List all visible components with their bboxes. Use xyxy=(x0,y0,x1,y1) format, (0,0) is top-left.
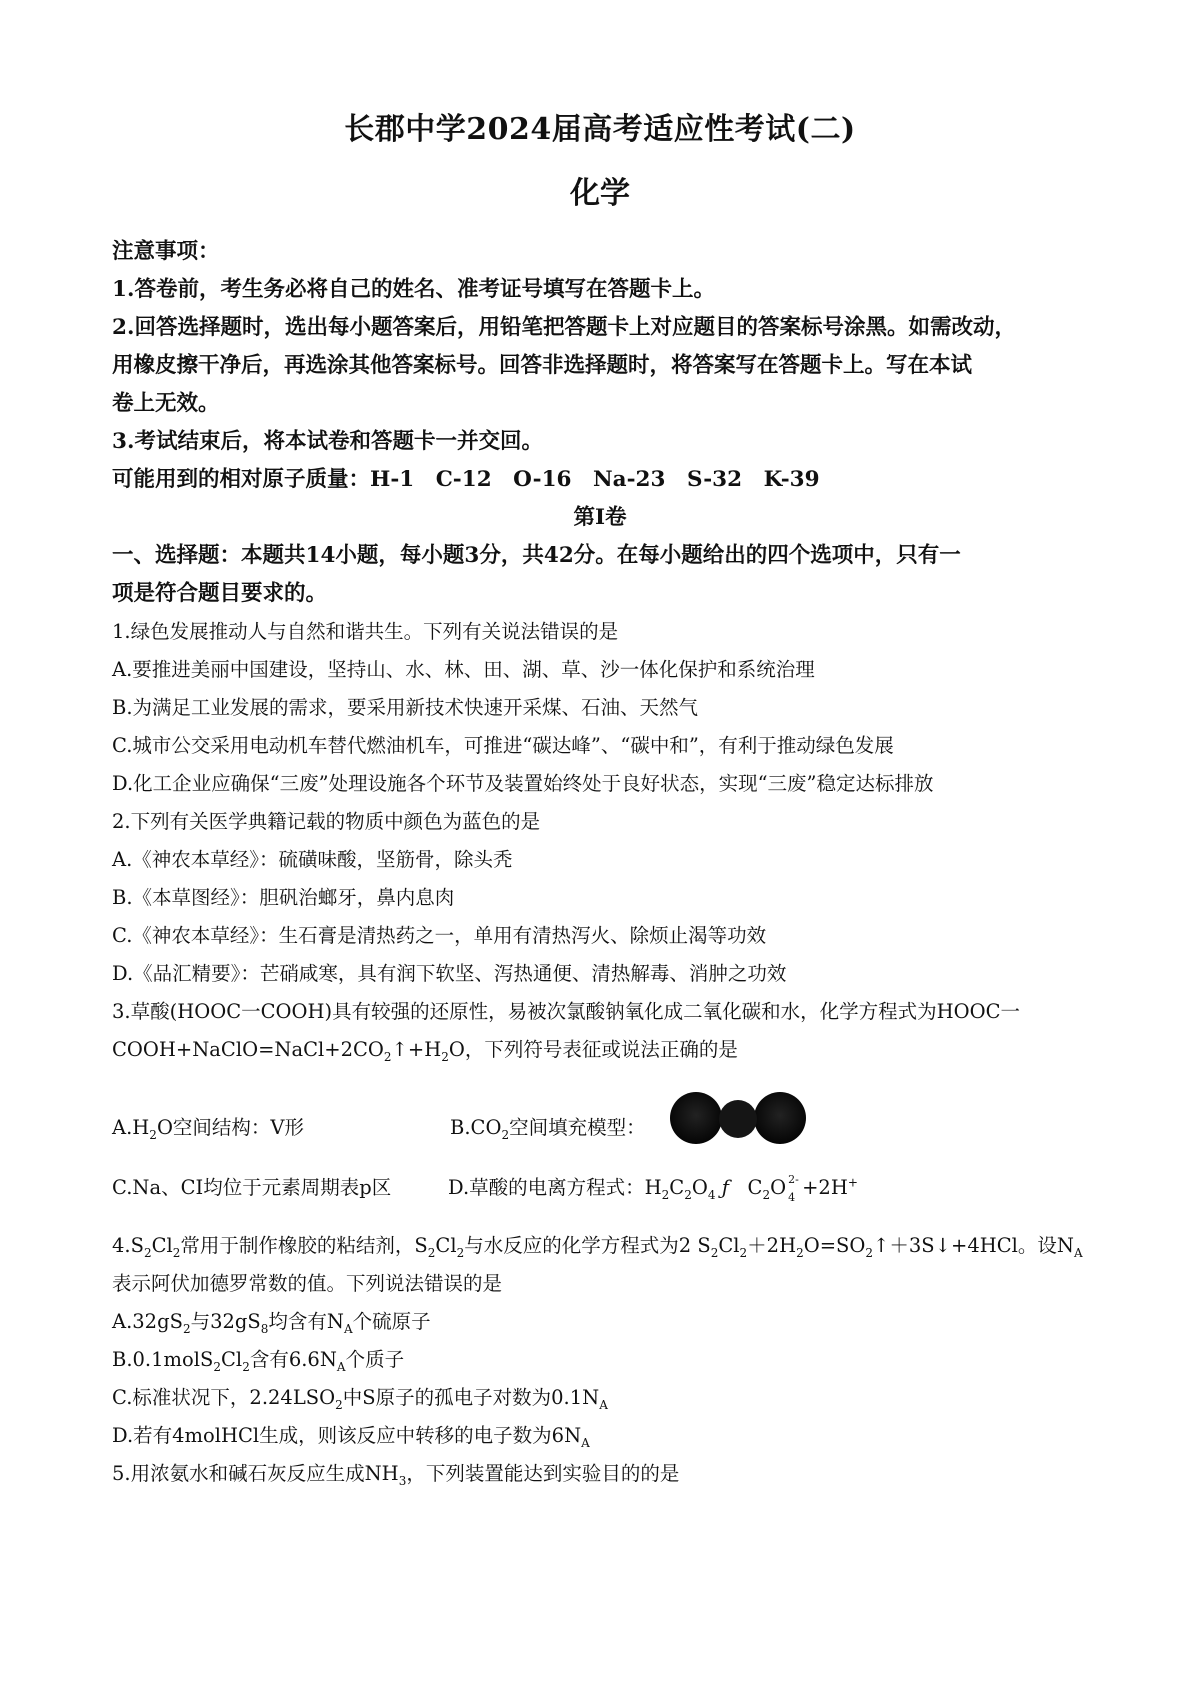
q4-option-c: C.标准状况下，$2.24LSO_2$中S原子的孤电子对数为$0.1N_A$ xyxy=(112,1386,608,1412)
q4-option-b: $B.0.1molS_2Cl_2$含有$6.6N_A$个质子 xyxy=(112,1348,405,1374)
notice-item-2-cont: 用橡皮擦干净后，再选涂其他答案标号。回答非选择题时，将答案写在答题卡上。写在本试 xyxy=(112,353,973,378)
q1-option-d: D.化工企业应确保“三废”处理设施各个环节及装置始终处于良好状态，实现“三废”稳定达标排放 xyxy=(112,772,934,795)
section-heading-cont: 项是符合题目要求的。 xyxy=(112,581,328,606)
q3-option-a: $A.H_2O$空间结构：V形 xyxy=(112,1116,305,1142)
oxygen-atom-left xyxy=(670,1092,722,1144)
co2-space-filling-model xyxy=(668,1088,808,1148)
q3-option-b: $B.CO_2$空间填充模型： xyxy=(450,1116,646,1142)
notice-item-2: 2.回答选择题时，选出每小题答案后，用铅笔把答题卡上对应题目的答案标号涂黑。如需改动， xyxy=(112,315,1016,340)
q4-stem: $4.S_2Cl_2$常用于制作橡胶的粘结剂，$S_2Cl_2$与水反应的化学方程式为2 $S_2Cl_2+2H_2O=SO_2↑+3S↓+4HCl$。设$N_A$ xyxy=(112,1234,1083,1260)
oxygen-atom-right xyxy=(754,1092,806,1144)
q1-option-c: C.城市公交采用电动机车替代燃油机车，可推进“碳达峰”、“碳中和”，有利于推动绿色发展 xyxy=(112,734,894,757)
q3-option-d: D.草酸的电离方程式：$H_2C_2O_4$ ƒ $C_2O$ 2- 4 +2H+ xyxy=(448,1173,858,1204)
q2-option-b: B.《本草图经》：胆矾治螂牙，鼻内息肉 xyxy=(112,886,455,909)
q2-option-d: D.《品汇精要》：芒硝咸寒，具有润下软坚、泻热通便、清热解毒、消肿之功效 xyxy=(112,962,787,985)
carbon-atom xyxy=(719,1100,757,1138)
q3-stem: 3.草酸(HOOC一COOH)具有较强的还原性，易被次氯酸钠氧化成二氧化碳和水，化学方程式为HOOC一 xyxy=(112,1000,1021,1023)
q5-stem: 5.用浓氨水和碱石灰反应生成$NH_3$，下列装置能达到实验目的的是 xyxy=(112,1462,680,1488)
q3-option-c: C.Na、CI均位于元素周期表p区 xyxy=(112,1176,392,1199)
exam-title: 长郡中学2024届高考适应性考试(二) xyxy=(344,112,856,147)
notice-item-1: 1.答卷前，考生务必将自己的姓名、准考证号填写在答题卡上。 xyxy=(112,277,715,302)
q4-stem-cont: 表示阿伏加德罗常数的值。下列说法错误的是 xyxy=(112,1272,503,1295)
q4-option-a: $A.32gS_2$与$32gS_8$均含有$N_A$个硫原子 xyxy=(112,1310,431,1336)
q1-option-b: B.为满足工业发展的需求，要采用新技术快速开采煤、石油、天然气 xyxy=(112,696,699,719)
q2-option-c: C.《神农本草经》：生石膏是清热药之一，单用有清热泻火、除烦止渴等功效 xyxy=(112,924,767,947)
q4-option-d: D.若有4molHCl生成，则该反应中转移的电子数为$6N_A$ xyxy=(112,1424,590,1450)
q2-stem: 2.下列有关医学典籍记载的物质中颜色为蓝色的是 xyxy=(112,810,541,833)
notice-heading: 注意事项： xyxy=(112,239,220,264)
section-heading: 一、选择题：本题共14小题，每小题3分，共42分。在每小题给出的四个选项中，只有一 xyxy=(112,543,961,568)
exam-subject: 化学 xyxy=(570,176,630,211)
volume-heading: 第Ⅰ卷 xyxy=(573,505,627,530)
q1-option-a: A.要推进美丽中国建设，坚持山、水、林、田、湖、草、沙一体化保护和系统治理 xyxy=(112,658,815,681)
notice-item-2-end: 卷上无效。 xyxy=(112,391,220,416)
q3-stem-cont: $COOH+NaClO=NaCl+2CO_2↑+H_2O$，下列符号表征或说法正确的是 xyxy=(112,1038,738,1064)
q1-stem: 1.绿色发展推动人与自然和谐共生。下列有关说法错误的是 xyxy=(112,620,619,643)
atomic-masses: 可能用到的相对原子质量：H-1 C-12 O-16 Na-23 S-32 K-39 xyxy=(112,467,820,492)
notice-item-3: 3.考试结束后，将本试卷和答题卡一并交回。 xyxy=(112,429,543,454)
q2-option-a: A.《神农本草经》：硫磺味酸，坚筋骨，除头秃 xyxy=(112,848,513,871)
